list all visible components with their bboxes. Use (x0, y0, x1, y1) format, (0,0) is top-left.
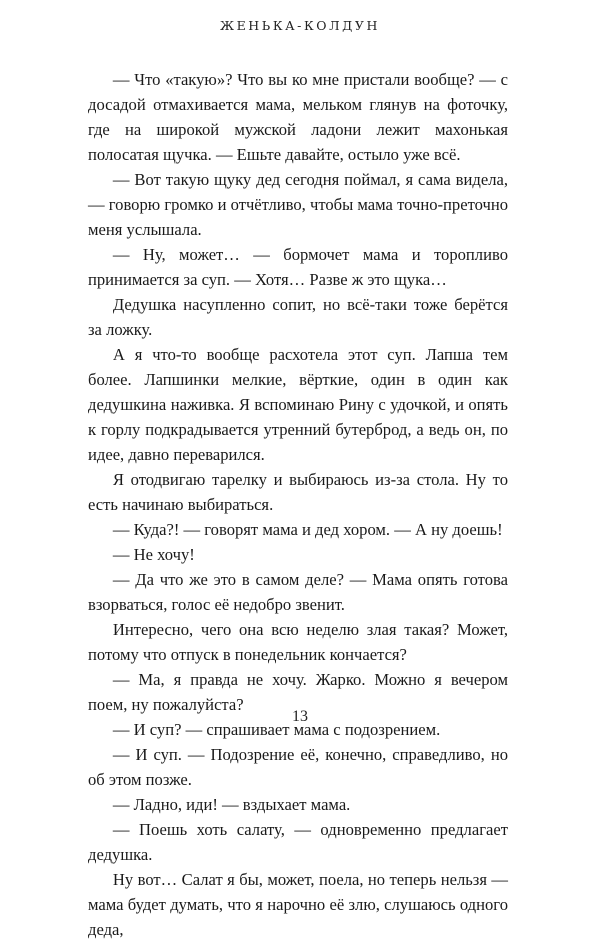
paragraph: Ну вот… Салат я бы, может, поела, но теперь нельзя — мама будет думать, что я нарочно её злю, слушаюсь одного деда, (88, 870, 508, 939)
paragraph: — И суп. — Подозрение её, конечно, справедливо, но об этом позже. (88, 745, 508, 789)
running-head-title: ЖЕНЬКА-КОЛДУН (219, 18, 381, 33)
paragraph: — И суп? — спрашивает мама с подозрением. (112, 720, 441, 739)
body-text (88, 67, 508, 942)
paragraph: — Ма, я правда не хочу. Жарко. Можно я вечером поем, ну пожалуйста? (88, 670, 508, 714)
paragraph: — Ладно, иди! — вздыхает мама. (112, 795, 351, 814)
paragraph: Интересно, чего она всю неделю злая такая? Может, потому что отпуск в понедельник кончается? (88, 620, 508, 664)
paragraph: — Поешь хоть салату, — одновременно предлагает дедушка. (88, 820, 508, 864)
paragraph: — Что «такую»? Что вы ко мне пристали вообще? — с досадой отмахивается мама, мельком глянув на фоточку, где на широкой мужской ладони лежит махонькая полосатая щучка. — Ешьте давайте, остыло уже всё. (88, 70, 508, 164)
paragraph: А я что-то вообще расхотела этот суп. Лапша тем более. Лапшинки мелкие, вёрткие, один в один как дедушкина наживка. Я вспоминаю Рину с удочкой, и опять к горлу подкрадывается утренний бутерброд, а ведь он, по идее, давно переварился. (88, 345, 508, 464)
paragraph: — Не хочу! (112, 545, 195, 564)
paragraph: — Вот такую щуку дед сегодня поймал, я сама видела, — говорю громко и отчётливо, чтобы мама точно-преточно меня услышала. (88, 170, 508, 239)
paragraph: Я отодвигаю тарелку и выбираюсь из-за стола. Ну то есть начинаю выбираться. (88, 470, 508, 514)
paragraph: Дедушка насупленно сопит, но всё-таки тоже берётся за ложку. (88, 295, 508, 339)
paragraph: — Куда?! — говорят мама и дед хором. — А ну доешь! (112, 520, 503, 539)
paragraph: — Да что же это в самом деле? — Мама опять готова взорваться, голос её недобро звенит. (88, 570, 508, 614)
paragraph: — Ну, может… — бормочет мама и торопливо принимается за суп. — Хотя… Разве ж это щука… (88, 245, 508, 289)
page-number: 13 (292, 708, 308, 725)
